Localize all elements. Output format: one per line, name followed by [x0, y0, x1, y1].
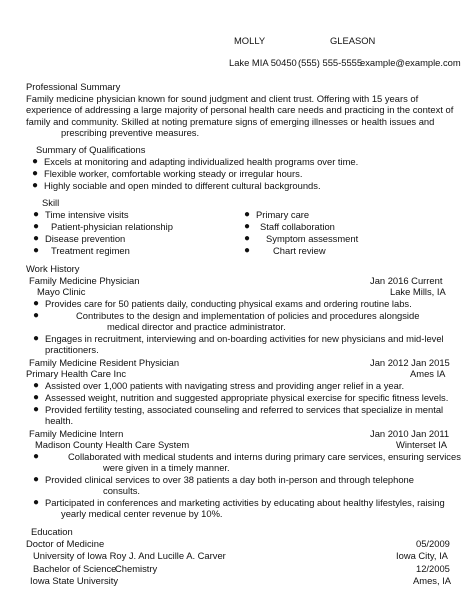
- skills-heading: Skill: [42, 197, 60, 208]
- job-employer: Madison County Health Care System: [35, 439, 190, 450]
- bullet-icon: ●: [33, 404, 40, 415]
- contact-email: example@example.com: [360, 57, 461, 68]
- education-degree: Doctor of Medicine: [26, 538, 105, 549]
- skill-item: Primary care: [256, 209, 310, 220]
- qualification-item: Highly sociable and open minded to different cultural backgrounds.: [44, 180, 321, 191]
- bullet-icon: ●: [33, 298, 40, 309]
- job-bullet-line: Assisted over 1,000 patients with navigating stress and providing anger relief in a year.: [45, 380, 405, 391]
- job-dates: Jan 2012 Jan 2015: [370, 357, 450, 368]
- bullet-icon: ●: [33, 221, 40, 232]
- bullet-icon: ●: [244, 245, 251, 256]
- first-name: MOLLY: [234, 35, 266, 46]
- job-bullet-line: practitioners.: [45, 344, 99, 355]
- contact-phone: (555) 555-5555: [298, 57, 363, 68]
- bullet-icon: ●: [33, 380, 40, 391]
- qualification-item: Excels at monitoring and adapting individualized health programs over time.: [44, 156, 359, 167]
- skill-item: Symptom assessment: [266, 233, 359, 244]
- contact-city: Lake MIA 50450: [229, 57, 297, 68]
- professional-summary-heading: Professional Summary: [26, 81, 121, 92]
- education-field: Chemistry: [115, 563, 158, 574]
- job-employer: Primary Health Care Inc: [26, 368, 127, 379]
- job-title: Family Medicine Physician: [29, 275, 140, 286]
- bullet-icon: ●: [33, 392, 40, 403]
- education-degree: Bachelor of Science: [33, 563, 117, 574]
- job-bullet-line: Participated in conferences and marketing activities by educating about healthy lifestyles, raising: [45, 497, 445, 508]
- skill-item: Time intensive visits: [45, 209, 129, 220]
- bullet-icon: ●: [33, 451, 40, 462]
- job-bullet-line: medical director and practice administrator.: [107, 321, 286, 332]
- job-bullet-line: Engages in recruitment, interviewing and on-boarding activities for new physicians and mid-level: [45, 333, 444, 344]
- job-bullet-line: Provided clinical services to over 38 patients a day both in-person and through telephone: [45, 474, 414, 485]
- bullet-icon: ●: [33, 310, 40, 321]
- work-history-heading: Work History: [26, 263, 80, 274]
- bullet-icon: ●: [244, 233, 251, 244]
- bullet-icon: ●: [33, 209, 40, 220]
- job-title: Family Medicine Intern: [29, 428, 124, 439]
- skill-item: Chart review: [273, 245, 326, 256]
- job-bullet-line: health.: [45, 415, 74, 426]
- job-location: Winterset IA: [396, 439, 448, 450]
- skill-item: Patient-physician relationship: [51, 221, 173, 232]
- job-bullet-line: Provides care for 50 patients daily, conducting physical exams and ordering routine labs.: [45, 298, 412, 309]
- summary-line: prescribing preventive measures.: [61, 127, 200, 138]
- education-school: University of Iowa Roy J. And Lucille A. Carver: [33, 550, 226, 561]
- skill-item: Disease prevention: [45, 233, 126, 244]
- job-bullet-line: yearly medical center revenue by 10%.: [61, 508, 223, 519]
- last-name: GLEASON: [330, 35, 376, 46]
- bullet-icon: ●: [33, 474, 40, 485]
- job-bullet-line: Contributes to the design and implementation of policies and procedures alongside: [76, 310, 420, 321]
- bullet-icon: ●: [32, 168, 39, 179]
- job-location: Lake Mills, IA: [390, 286, 446, 297]
- bullet-icon: ●: [244, 221, 251, 232]
- job-bullet-line: Provided fertility testing, associated counseling and referred to services that specialize in mental: [45, 404, 444, 415]
- job-bullet-line: consults.: [103, 485, 140, 496]
- summary-line: family and community. Skilled at noting premature signs of emerging illnesses or health issues and: [26, 116, 435, 127]
- job-employer: Mayo Clinic: [37, 286, 86, 297]
- job-location: Ames IA: [410, 368, 446, 379]
- education-school: Iowa State University: [30, 575, 119, 586]
- qualification-item: Flexible worker, comfortable working steady or irregular hours.: [44, 168, 303, 179]
- job-title: Family Medicine Resident Physician: [29, 357, 180, 368]
- summary-line: experience of addressing a large majority of personal health care needs and practicing in the context of: [26, 104, 454, 115]
- education-date: 05/2009: [416, 538, 450, 549]
- job-dates: Jan 2010 Jan 2011: [370, 428, 450, 439]
- skill-item: Treatment regimen: [51, 245, 130, 256]
- bullet-icon: ●: [32, 156, 39, 167]
- education-location: Iowa City, IA: [396, 550, 448, 561]
- bullet-icon: ●: [244, 209, 251, 220]
- job-bullet-line: were given in a timely manner.: [103, 462, 230, 473]
- job-bullet-line: Collaborated with medical students and interns during primary care services, ensuring services: [68, 451, 461, 462]
- summary-line: Family medicine physician known for sound judgment and client trust. Offering with 15 years of: [26, 93, 419, 104]
- education-date: 12/2005: [416, 563, 450, 574]
- bullet-icon: ●: [33, 245, 40, 256]
- bullet-icon: ●: [32, 180, 39, 191]
- job-dates: Jan 2016 Current: [370, 275, 443, 286]
- qualifications-heading: Summary of Qualifications: [36, 144, 146, 155]
- bullet-icon: ●: [33, 497, 40, 508]
- bullet-icon: ●: [33, 333, 40, 344]
- bullet-icon: ●: [33, 233, 40, 244]
- skill-item: Staff collaboration: [260, 221, 335, 232]
- education-location: Ames, IA: [413, 575, 452, 586]
- education-heading: Education: [31, 526, 73, 537]
- job-bullet-line: Assessed weight, nutrition and suggested appropriate physical exercise for specific fitness levels.: [45, 392, 449, 403]
